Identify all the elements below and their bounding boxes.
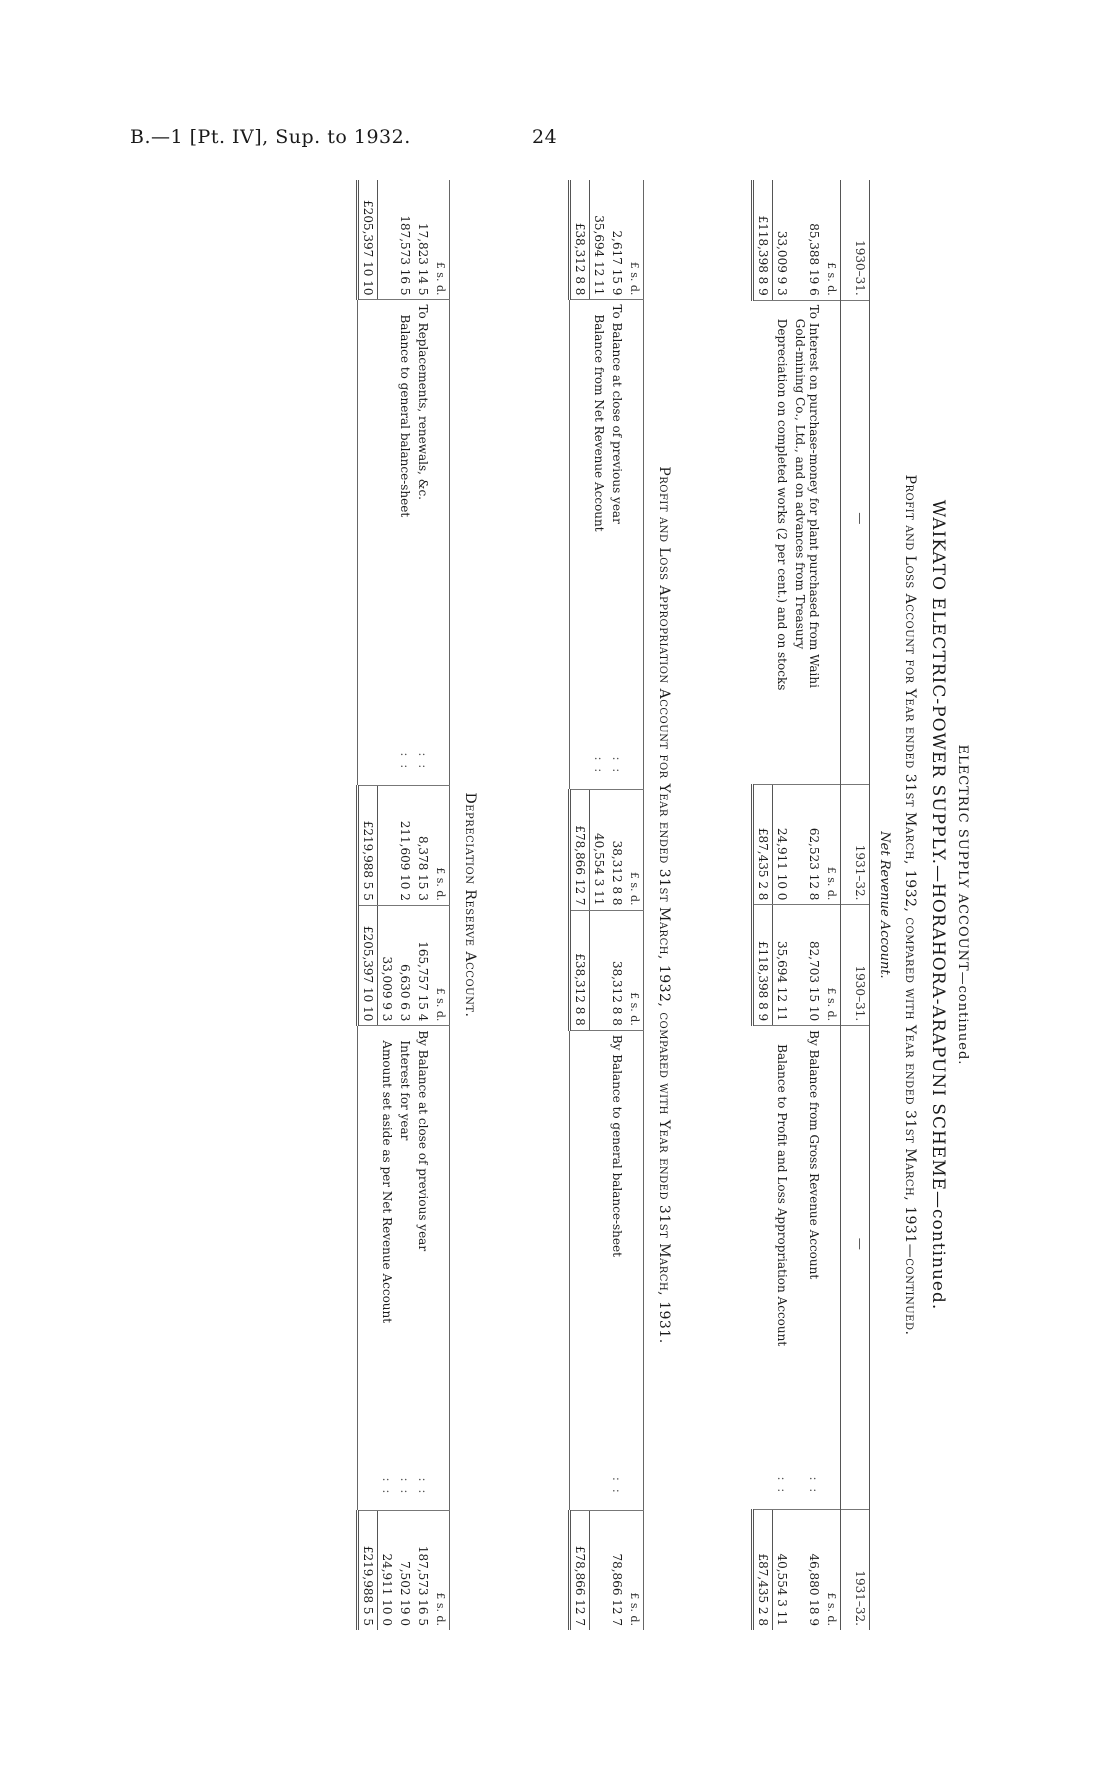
table-row (414, 180, 432, 1630)
total-prev: £118,398 8 9 (753, 905, 773, 1026)
total-prev: £38,312 8 8 (570, 180, 590, 300)
title-profit-loss: Profit and Loss Account for Year ended 31st March, 1932, compared with Year ended 31st March, 1931—continued. (902, 474, 918, 1336)
units-label: £ s. d. (434, 261, 447, 296)
leader-dots: : : (775, 1476, 789, 1495)
total-prev: £205,397 10 10 (358, 905, 378, 1025)
net-revenue-table (751, 180, 870, 1630)
leader-dots: : : (592, 756, 606, 775)
leader-dots: : : (398, 752, 412, 771)
depreciation-title: Depreciation Reserve Account. (462, 792, 478, 1018)
units-label: £ s. d. (626, 1510, 644, 1630)
amount-curr: 38,312 8 8 (608, 790, 626, 910)
amount-prev: 35,694 12 11 (773, 905, 792, 1026)
title-electric-supply: ELECTRIC SUPPLY ACCOUNT—continued. (955, 744, 970, 1066)
units-label: £ s. d. (432, 1510, 450, 1630)
col-header-dash-debit: — (841, 300, 870, 736)
amount-prev: 187,573 16 5 (398, 215, 412, 296)
entry-description (791, 300, 823, 736)
appropriation-account (568, 180, 644, 1630)
leader-dots: : : (610, 1476, 624, 1495)
units-label: £ s. d. (432, 785, 450, 905)
amount-curr: 40,554 3 11 (773, 1510, 792, 1630)
amount-prev: 33,009 9 3 (378, 905, 397, 1025)
entry-description: To Balance at close of previous year (608, 300, 626, 742)
col-header-1930-credit: 1930–31. (841, 905, 870, 1026)
table-row (773, 180, 792, 1630)
amount-curr: 8,378 15 3 (414, 785, 432, 905)
amount-prev: 17,823 14 5 (416, 222, 430, 296)
entry-description: By Balance to general balance-sheet (608, 1030, 626, 1462)
amount-prev: 6,630 6 3 (396, 905, 414, 1025)
units-label: £ s. d. (628, 261, 641, 296)
page-header-reference: B.—1 [Pt. IV], Sup. to 1932. (130, 126, 411, 148)
col-header-1930-debit: 1930–31. (841, 180, 870, 300)
table-row (378, 180, 397, 1630)
total-curr: £219,988 5 5 (358, 785, 378, 905)
units-label: £ s. d. (432, 905, 450, 1025)
depreciation-table (356, 180, 450, 1630)
rotated-page-content (110, 160, 990, 1650)
col-header-1931-credit: 1931–32. (841, 1510, 870, 1630)
leader-dots: : : (610, 756, 624, 775)
subtitle-net-revenue: Net Revenue Account. (877, 831, 892, 979)
table-row (590, 180, 609, 1630)
leader-dots: : : (807, 1476, 821, 1495)
entry-line: Balance to Profit and Loss Appropriation Account (775, 1044, 789, 1347)
units-label: £ s. d. (825, 262, 838, 296)
amount-prev: 35,694 12 11 (592, 215, 606, 296)
entry-line: Gold-mining Co., Ltd., and on advances from Treasury (793, 318, 807, 650)
units-label: £ s. d. (823, 1510, 841, 1630)
total-curr: £87,435 2 8 (753, 784, 773, 905)
amount-curr: 211,609 10 2 (396, 785, 414, 905)
leader-dots: : : (416, 1477, 430, 1496)
amount-curr: 7,502 19 0 (396, 1510, 414, 1630)
units-label: £ s. d. (823, 905, 841, 1026)
entry-description: Interest for year (396, 1026, 414, 1463)
depreciation-account (356, 180, 450, 1630)
table-row (608, 180, 626, 1630)
entry-description (773, 1026, 792, 1462)
leader-dots: : : (380, 1477, 394, 1496)
appropriation-table (568, 180, 644, 1630)
amount-prev: 38,312 8 8 (608, 910, 626, 1030)
amount-curr: 40,554 3 11 (590, 790, 609, 910)
entry-line: To Interest on purchase-money for plant purchased from Waihi (807, 304, 821, 688)
table-row (791, 180, 823, 1630)
totals-row (570, 180, 590, 1630)
leader-dots: : : (398, 1477, 412, 1496)
total-curr: £78,866 12 7 (570, 790, 590, 910)
entry-line: Depreciation on completed works (2 per cent.) and on stocks (775, 318, 789, 691)
amount-prev: 85,388 19 6 (807, 223, 821, 296)
total-curr: £219,988 5 5 (358, 1510, 378, 1630)
page-number: 24 (532, 126, 558, 148)
col-header-dash-credit: — (841, 1026, 870, 1462)
total-prev: £118,398 8 9 (753, 180, 773, 300)
totals-row (753, 180, 773, 1630)
entry-description (791, 1026, 823, 1462)
amount-curr: 24,911 10 0 (378, 1510, 397, 1630)
net-revenue-account (751, 180, 870, 1630)
amount-curr: 46,880 18 9 (791, 1510, 823, 1630)
amount-prev: 82,703 15 10 (791, 905, 823, 1026)
amount-prev: 33,009 9 3 (775, 230, 789, 296)
title-scheme: WAIKATO ELECTRIC-POWER SUPPLY.—HORAHORA-ARAPUNI SCHEME—continued. (928, 499, 948, 1311)
entry-line: By Balance from Gross Revenue Account (807, 1030, 821, 1280)
leader-dots: : : (416, 752, 430, 771)
total-curr: £78,866 12 7 (570, 1510, 590, 1630)
entry-description: Amount set aside as per Net Revenue Account (378, 1026, 397, 1463)
units-label: £ s. d. (823, 784, 841, 905)
entry-description: Balance to general balance-sheet (396, 300, 414, 738)
amount-curr: 24,911 10 0 (773, 784, 792, 905)
total-prev: £205,397 10 10 (358, 180, 378, 300)
entry-description (773, 300, 792, 736)
entry-description: Balance from Net Revenue Account (590, 300, 609, 742)
units-label: £ s. d. (626, 790, 644, 910)
totals-row (358, 180, 378, 1630)
col-header-1931-debit: 1931–32. (841, 784, 870, 905)
amount-curr: 78,866 12 7 (608, 1510, 626, 1630)
amount-prev: 2,617 15 9 (610, 230, 624, 296)
amount-curr: 62,523 12 8 (791, 784, 823, 905)
units-label: £ s. d. (626, 910, 644, 1030)
total-prev: £38,312 8 8 (570, 910, 590, 1030)
amount-prev: 165,757 15 4 (414, 905, 432, 1025)
amount-curr: 187,573 16 5 (414, 1510, 432, 1630)
total-curr: £87,435 2 8 (753, 1510, 773, 1630)
entry-description: By Balance at close of previous year (414, 1026, 432, 1463)
appropriation-title: Profit and Loss Appropriation Account for Year ended 31st March, 1932, compared with Year ended 31st March, 1931. (656, 466, 672, 1344)
entry-description: To Replacements, renewals, &c. (414, 300, 432, 738)
table-row (396, 180, 414, 1630)
